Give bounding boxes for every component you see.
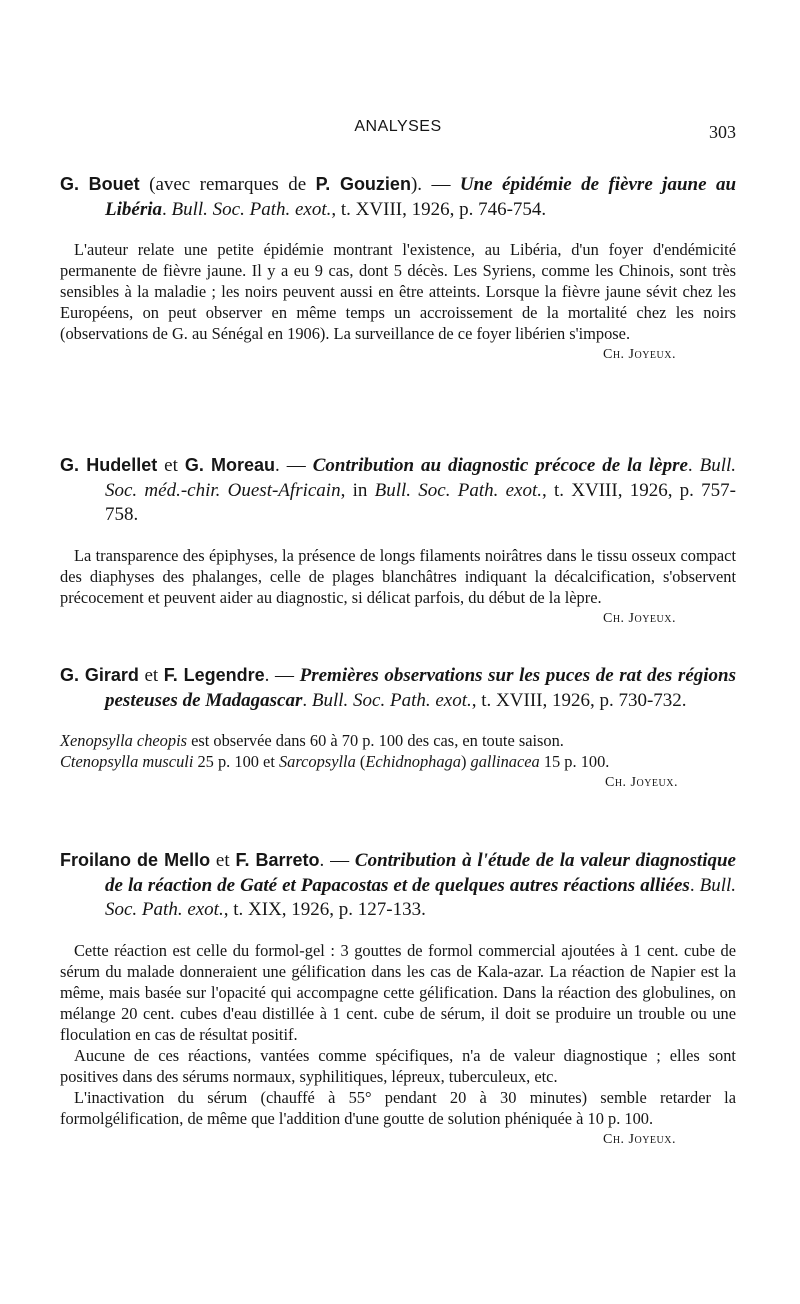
journal-name: Bull. Soc. Path. exot.: [311, 689, 472, 711]
page-number: 303: [709, 122, 736, 142]
running-head: [60, 118, 736, 142]
abstract-text: [60, 751, 736, 772]
species-name: Xenopsylla cheopis: [60, 731, 187, 750]
entry-hudellet: [60, 453, 736, 629]
reference-citation: [60, 453, 736, 528]
citation-details: , t. XVIII, 1926, p. 730-732.: [471, 689, 687, 711]
abstract: [60, 545, 736, 626]
abstract-paragraph: Aucune de ces réactions, vantées comme spécifiques, n'a de valeur diagnostique ; elles sont positives dans des sérums normaux, syphilitiques, lépreux, tuberculeux, etc.: [60, 1045, 736, 1086]
reference-citation: [60, 848, 736, 923]
article-title: Contribution à l'étude de la valeur diagnostique de la réaction de Gaté et Papacostas et de quelques autres réactions alliées: [105, 850, 736, 896]
entry-bouet: [60, 172, 736, 365]
article-title: Premières observations sur les puces de rat des régions pesteuses de Madagascar: [105, 665, 736, 711]
citation-text: . —: [264, 665, 300, 686]
abstract: [60, 730, 736, 793]
abstract-paragraph: est observée dans 60 à 70 p. 100 des cas, en toute saison.: [187, 731, 564, 750]
entry-froilano: [60, 848, 736, 1150]
author: P. Gouzien: [315, 174, 411, 194]
species-name: Ctenopsylla musculi: [60, 752, 194, 771]
abstract-text: [60, 545, 736, 626]
author: F. Legendre: [163, 665, 265, 685]
entry-girard: [60, 663, 736, 793]
author: G. Moreau: [184, 455, 276, 475]
citation-text: et: [210, 850, 236, 871]
author: G. Bouet: [60, 174, 140, 194]
abstract-text: [60, 730, 736, 751]
citation-details: , t. XIX, 1926, p. 127-133.: [223, 899, 426, 920]
citation-text: (avec remarques de: [139, 174, 316, 195]
citation-text: .: [162, 198, 172, 220]
reference-citation: [60, 663, 736, 713]
signature: Ch. Joyeux.: [604, 775, 678, 790]
abstract-paragraph: ): [460, 752, 471, 771]
article-title: Une épidémie de fièvre jaune au Libéria: [105, 174, 737, 220]
journal-name: Bull. Soc. Path. exot.: [171, 198, 332, 220]
running-head-title: ANALYSES: [354, 118, 442, 135]
citation-text: .: [687, 455, 700, 476]
citation-text: , in: [340, 479, 375, 501]
species-name: Echidnophaga: [365, 752, 461, 771]
signature: Ch. Joyeux.: [602, 347, 676, 362]
citation-text: . —: [275, 455, 313, 476]
species-name: Sarcopsylla: [278, 752, 356, 771]
species-name: gallinacea: [470, 752, 540, 771]
journal-name: Bull. Soc. Path. exot.: [374, 479, 542, 501]
abstract-paragraph: Cette réaction est celle du formol-gel : 3 gouttes de formol commercial ajoutées à 1 cent. cube de sérum du malade donneraient une gélification dans les cas de Kala-azar. La réaction de Napier est la même, mais basée sur l'opacité qui accompagne cette gélification. Dans la réaction des globulines, on mélange 20 cent. cubes d'eau distillée à 1 cent. cube de sérum, il doit se produire un trouble ou une floculation en cas de résultat positif.: [60, 940, 736, 1044]
author: F. Barreto: [235, 850, 320, 870]
author: G. Hudellet: [60, 455, 158, 475]
abstract: [60, 239, 736, 362]
journal-name: Bull. Soc. méd.-chir. Ouest-Africain: [105, 455, 737, 501]
abstract-text: [60, 239, 736, 362]
abstract-paragraph: L'auteur relate une petite épidémie montrant l'existence, au Libéria, d'un foyer d'endémicité permanente de fièvre jaune. Il y a eu 9 cas, dont 5 décès. Les Syriens, comme les Chinois, sont très sensibles à la maladie ; les noirs peuvent aussi en être atteints. Lorsque la fièvre jaune sévit chez les Européens, on peut observer en même temps un accroissement de la mortalité chez les noirs (observations de G. au Sénégal en 1906). La surveillance de ce foyer libérien s'impose.: [60, 240, 736, 343]
signature: Ch. Joyeux.: [602, 1131, 676, 1147]
citation-text: .: [689, 874, 700, 896]
reference-citation: [60, 172, 736, 222]
author: Froilano de Mello: [60, 850, 211, 870]
citation-details: , t. XVIII, 1926, p. 746-754.: [331, 198, 547, 220]
abstract-paragraph: 15 p. 100.: [539, 752, 610, 771]
journal-name: Bull. Soc. Path. exot.: [105, 874, 737, 920]
article-title: Contribution au diagnostic précoce de la lèpre: [312, 455, 688, 476]
abstract: [60, 940, 736, 1147]
abstract-paragraph: L'inactivation du sérum (chauffé à 55° pendant 20 à 30 minutes) semble retarder la formolgélification, de même que l'addition d'une goutte de solution phéniquée à 10 p. 100.: [60, 1087, 736, 1128]
abstract-paragraph: (: [355, 752, 366, 771]
citation-text: et: [138, 665, 164, 686]
signature: Ch. Joyeux.: [602, 610, 676, 626]
abstract-paragraph: 25 p. 100 et: [193, 752, 279, 771]
abstract-paragraph: La transparence des épiphyses, la présence de longs filaments noirâtres dans le tissu osseux compact des diaphyses des phalanges, celle de plages blanchâtres indiquant la décalcification, s'observent précocement et peuvent aider au diagnostic, si délicat parfois, du début de la lèpre.: [60, 545, 736, 607]
citation-text: ). —: [410, 174, 460, 195]
abstract-text: [60, 1087, 736, 1147]
citation-text: .: [302, 689, 312, 711]
citation-text: et: [157, 455, 185, 476]
citation-details: , t. XVIII, 1926, p. 757-758.: [105, 479, 737, 525]
citation-text: . —: [319, 850, 355, 871]
author: G. Girard: [60, 665, 139, 685]
